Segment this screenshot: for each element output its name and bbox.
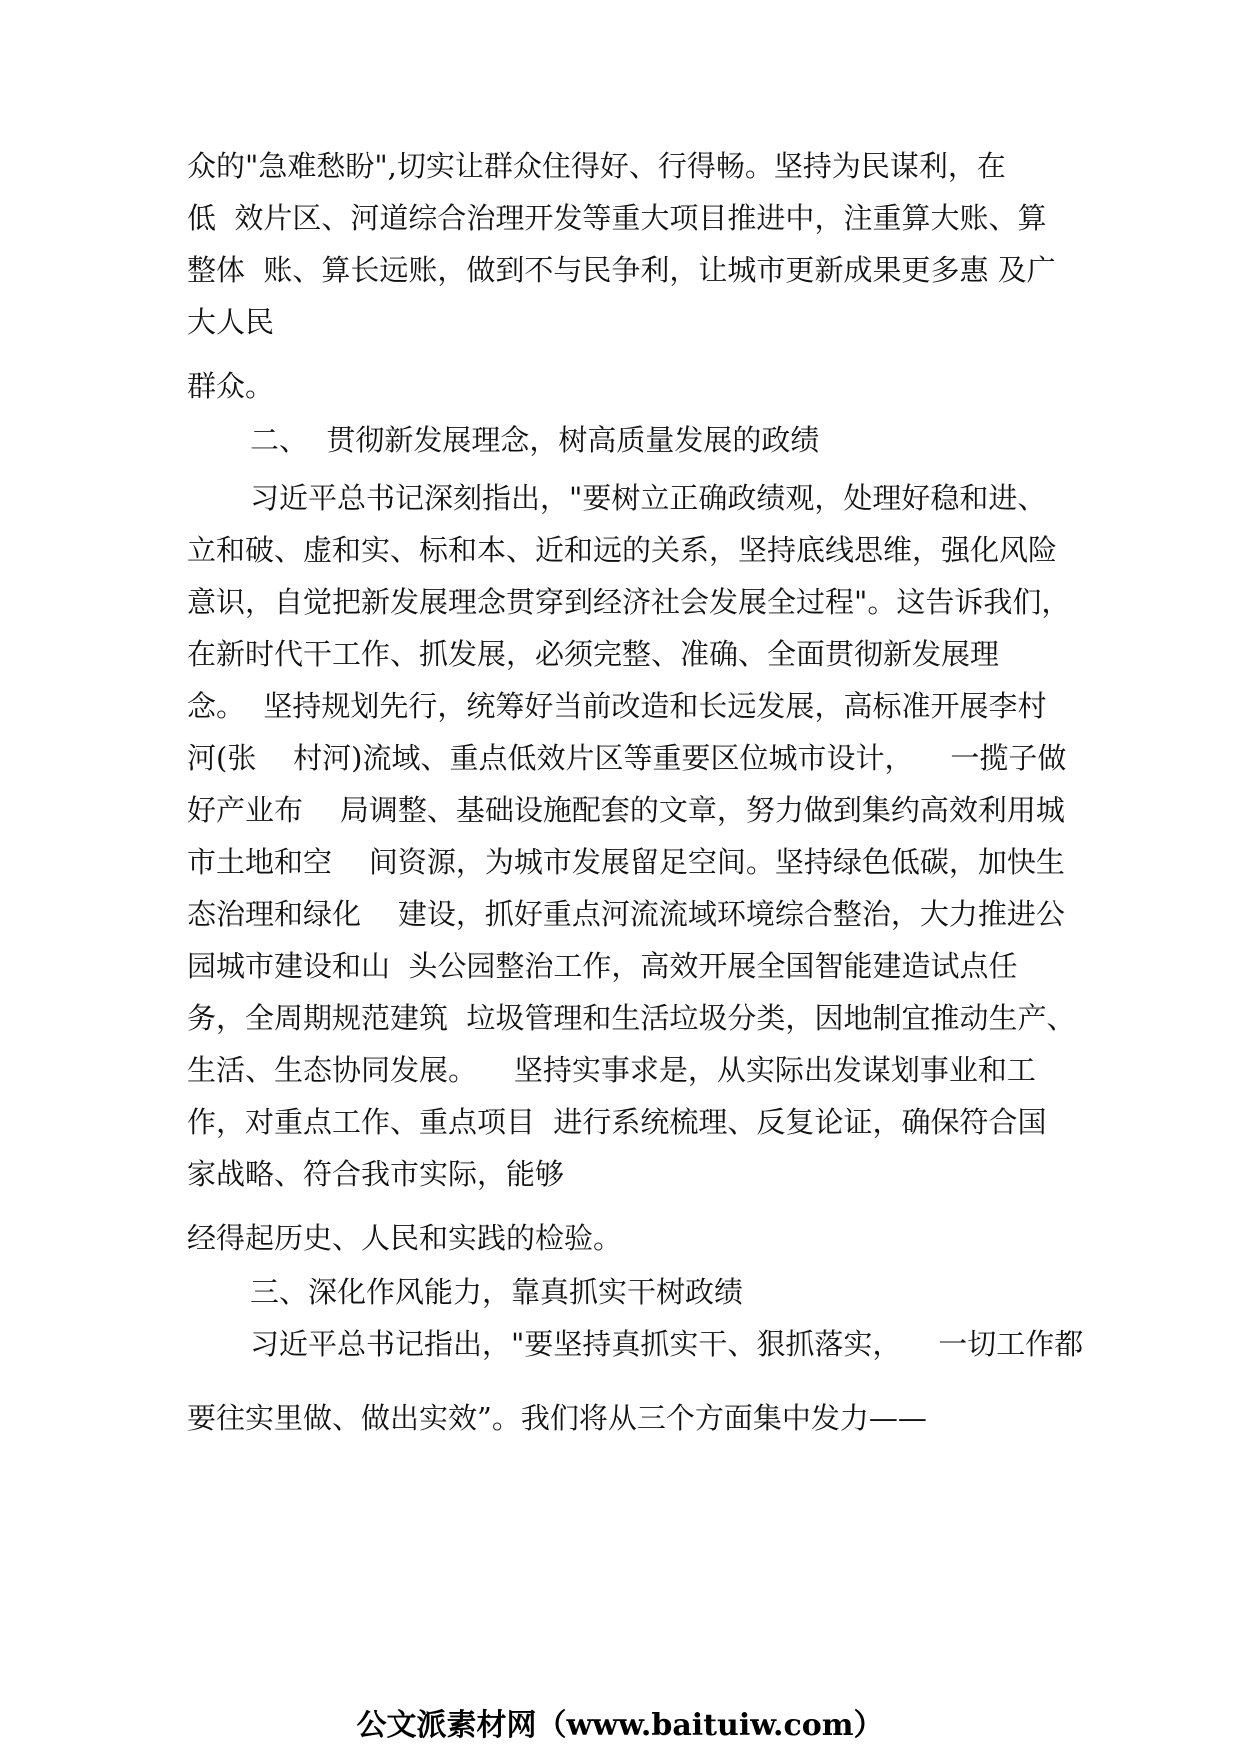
- body-line: 习近平总书记指出，"要坚持真抓实干、狠抓落实， 一切工作都: [250, 1327, 1084, 1361]
- body-line: 群众。: [187, 369, 275, 403]
- body-line: 务，全周期规范建筑 垃圾管理和生活垃圾分类，因地制宜推动生产、: [187, 1001, 1076, 1035]
- section-heading: 二、 贯彻新发展理念，树高质量发展的政绩: [250, 423, 820, 457]
- body-line: 要往实里做、做出实效”。我们将从三个方面集中发力——: [187, 1401, 927, 1435]
- body-line: 家战略、符合我市实际，能够: [187, 1157, 565, 1191]
- body-line: 作，对重点工作、重点项目 进行系统梳理、反复论证，确保符合国: [187, 1105, 1047, 1139]
- body-line: 生活、生态协同发展。 坚持实事求是，从实际出发谋划事业和工: [187, 1053, 1036, 1087]
- body-line: 立和破、虚和实、标和本、近和远的关系，坚持底线思维，强化风险: [187, 533, 1058, 567]
- body-line: 在新时代干工作、抓发展，必须完整、准确、全面贯彻新发展理: [187, 637, 1000, 671]
- body-line: 大人民: [187, 305, 275, 339]
- section-heading: 三、深化作风能力，靠真抓实干树政绩: [250, 1275, 744, 1309]
- body-line: 众的"急难愁盼",切实让群众住得好、行得畅。坚持为民谋利，在: [187, 149, 1006, 183]
- footer-watermark: 公文派素材网（www.baituiw.com）: [356, 1708, 884, 1743]
- body-line: 好产业布 局调整、基础设施配套的文章，努力做到集约高效利用城: [187, 793, 1065, 827]
- body-line: 经得起历史、人民和实践的检验。: [187, 1221, 623, 1255]
- body-line: 意识，自觉把新发展理念贯穿到经济社会发展全过程"。这告诉我们，: [187, 585, 1071, 619]
- body-line: 市土地和空 间资源，为城市发展留足空间。坚持绿色低碳，加快生: [187, 845, 1065, 879]
- body-line: 低 效片区、河道综合治理开发等重大项目推进中，注重算大账、算: [187, 201, 1047, 235]
- body-line: 态治理和绿化 建设，抓好重点河流流域环境综合整治，大力推进公: [187, 897, 1065, 931]
- body-line: 园城市建设和山 头公园整治工作，高效开展全国智能建造试点任: [187, 949, 1018, 983]
- body-line: 整体 账、算长远账，做到不与民争利，让城市更新成果更多惠 及广: [187, 253, 1056, 287]
- body-line: 习近平总书记深刻指出，"要树立正确政绩观，处理好稳和进、: [250, 481, 1047, 515]
- body-line: 念。 坚持规划先行，统筹好当前改造和长远发展，高标准开展李村: [187, 689, 1047, 723]
- body-line: 河(张 村河)流域、重点低效片区等重要区位城市设计， 一揽子做: [187, 741, 1067, 775]
